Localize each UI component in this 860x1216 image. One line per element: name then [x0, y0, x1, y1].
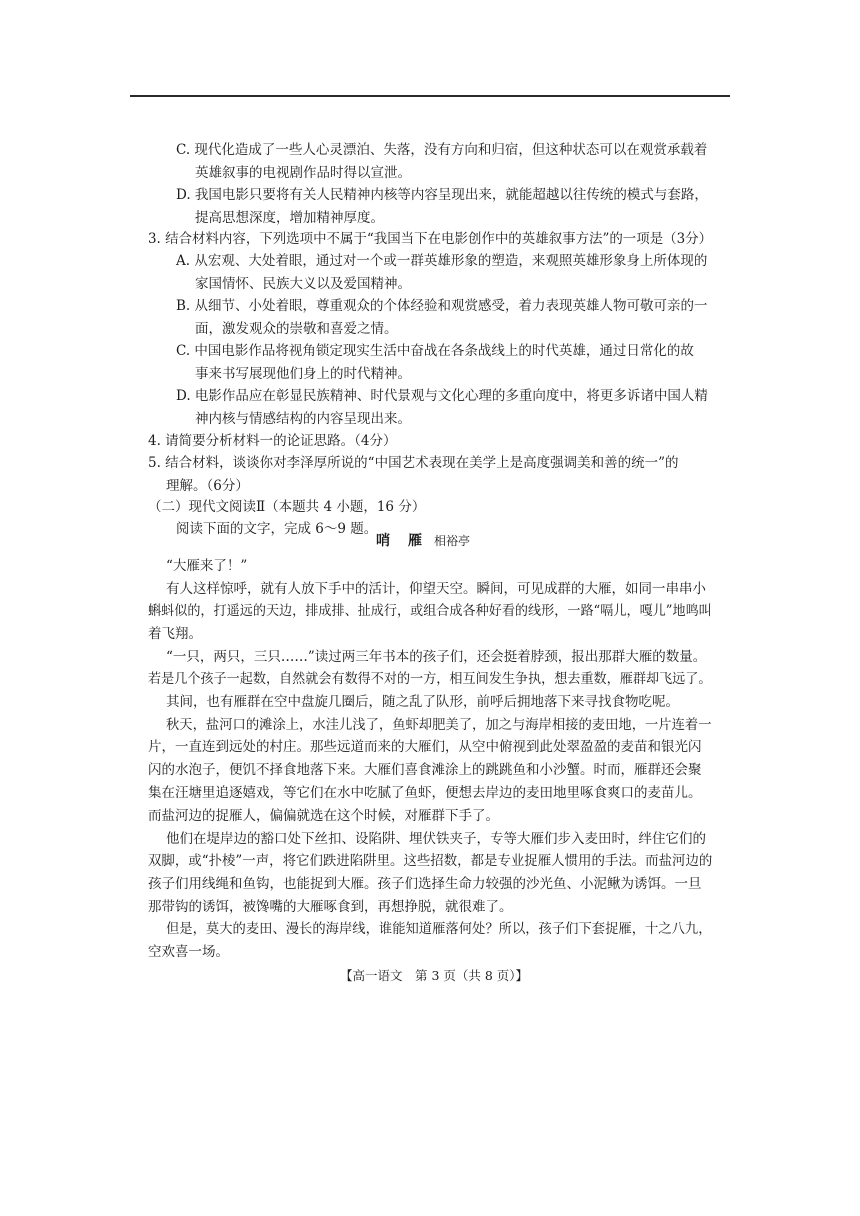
q2-option-d-line1: D. 我国电影只要将有关人民精神内核等内容呈现出来，就能超越以往传统的模式与套路，	[176, 187, 708, 203]
article-p2-line1: 有人这样惊呼，就有人放下手中的活计，仰望天空。瞬间，可见成群的大雁，如同一串串小	[166, 581, 706, 597]
q3-option-c-line2: 事来书写展现他们身上的时代精神。	[195, 366, 411, 382]
article-p7-line1: 但是，莫大的麦田、漫长的海岸线，谁能知道雁落何处？所以，孩子们下套捉雁，十之八九，	[166, 921, 712, 937]
q3-option-c-line1: C. 中国电影作品将视角锁定现实生活中奋战在各条战线上的时代英雄，通过日常化的故	[176, 343, 694, 359]
q5-line1: 5. 结合材料，谈谈你对李泽厚所说的“中国艺术表现在美学上是高度强调美和善的统一”的	[148, 455, 679, 471]
q2-option-d-line2: 提高思想深度，增加精神厚度。	[195, 210, 384, 226]
header-rule	[130, 95, 730, 97]
article-p4: 其间，也有雁群在空中盘旋几圈后，随之乱了队形，前呼后拥地落下来寻找食物吃呢。	[166, 694, 679, 710]
article-title-block	[376, 530, 470, 550]
article-p5-line5: 而盐河边的捉雁人，偏偏就选在这个时候，对雁群下手了。	[148, 808, 499, 824]
article-title: 哨 雁	[376, 533, 424, 549]
q3-option-d-line1: D. 电影作品应在彰显民族精神、时代景观与文化心理的多重向度中，将更多诉诸中国人精	[176, 388, 708, 404]
q3-option-a-line2: 家国情怀、民族大义以及爱国精神。	[195, 276, 411, 292]
section-instruction: 阅读下面的文字，完成 6～9 题。	[176, 521, 378, 537]
q5-line2: 理解。（6分）	[166, 478, 249, 494]
article-p3-line2: 若是几个孩子一起数，自然就会有数得不对的一方，相互间发生争执，想去重数，雁群却飞远了。	[148, 671, 712, 687]
article-p5-line3: 闪的水泡子，便饥不择食地落下来。大雁们喜食滩涂上的跳跳鱼和小沙蟹。时而，雁群还会聚	[148, 762, 702, 778]
section-heading: （二）现代文阅读Ⅱ（本题共 4 小题，16 分）	[148, 499, 426, 515]
article-p3-line1: “一只，两只，三只……”读过两三年书本的孩子们，还会挺着脖颈，报出那群大雁的数量。	[166, 649, 707, 665]
q2-option-c-line2: 英雄叙事的电视剧作品时得以宣泄。	[195, 165, 411, 181]
article-p6-line1: 他们在堤岸边的豁口处下丝扣、设陷阱、埋伏铁夹子，专等大雁们步入麦田时，绊住它们的	[166, 831, 706, 847]
article-p2-line3: 着飞翔。	[148, 626, 202, 642]
article-p6-line3: 孩子们用线绳和鱼钩，也能捉到大雁。孩子们选择生命力较强的沙光鱼、小泥鳅为诱饵。一旦	[148, 876, 702, 892]
q3-option-b-line1: B. 从细节、小处着眼，尊重观众的个体经验和观赏感受，着力表现英雄人物可敬可亲的一	[176, 298, 708, 314]
page-footer: 【高一语文 第 3 页（共 8 页）】	[340, 968, 529, 983]
article-author: 相裕亭	[434, 534, 471, 548]
article-p7-line2: 空欢喜一场。	[148, 944, 229, 960]
q3-option-b-line2: 面，激发观众的崇敬和喜爱之情。	[195, 321, 398, 337]
q3-option-d-line2: 神内核与情感结构的内容呈现出来。	[195, 411, 411, 427]
article-p6-line4: 那带钩的诱饵，被馋嘴的大雁啄食到，再想挣脱，就很难了。	[148, 899, 513, 915]
article-p5-line2: 片，一直连到远处的村庄。那些远道而来的大雁们，从空中俯视到此处翠盈盈的麦苗和银光闪	[148, 739, 702, 755]
q3-stem: 3. 结合材料内容，下列选项中不属于“我国当下在电影创作中的英雄叙事方法”的一项是（3分）	[148, 231, 713, 247]
q4: 4. 请简要分析材料一的论证思路。（4分）	[148, 433, 397, 449]
q3-option-a-line1: A. 从宏观、大处着眼，通过对一个或一群英雄形象的塑造，来观照英雄形象身上所体现的	[176, 253, 708, 269]
article-p1: “大雁来了！”	[166, 558, 248, 574]
article-p2-line2: 蝌蚪似的，打遥远的天边，排成排、扯成行，或组合成各种好看的线形，一路“嗝儿，嘎儿”地鸣叫	[148, 603, 712, 619]
article-p6-line2: 双脚，或“扑棱”一声，将它们跌进陷阱里。这些招数，都是专业捉雁人惯用的手法。而盐河边的	[148, 853, 713, 869]
article-p5-line1: 秋天，盐河口的滩涂上，水洼儿浅了，鱼虾却肥美了，加之与海岸相接的麦田地，一片连着一	[166, 717, 712, 733]
article-p5-line4: 集在汪塘里追逐嬉戏，等它们在水中吃腻了鱼虾，便想去岸边的麦田地里啄食爽口的麦苗儿。	[148, 785, 702, 801]
q2-option-c-line1: C. 现代化造成了一些人心灵漂泊、失落，没有方向和归宿，但这种状态可以在观赏承载着	[176, 142, 708, 158]
